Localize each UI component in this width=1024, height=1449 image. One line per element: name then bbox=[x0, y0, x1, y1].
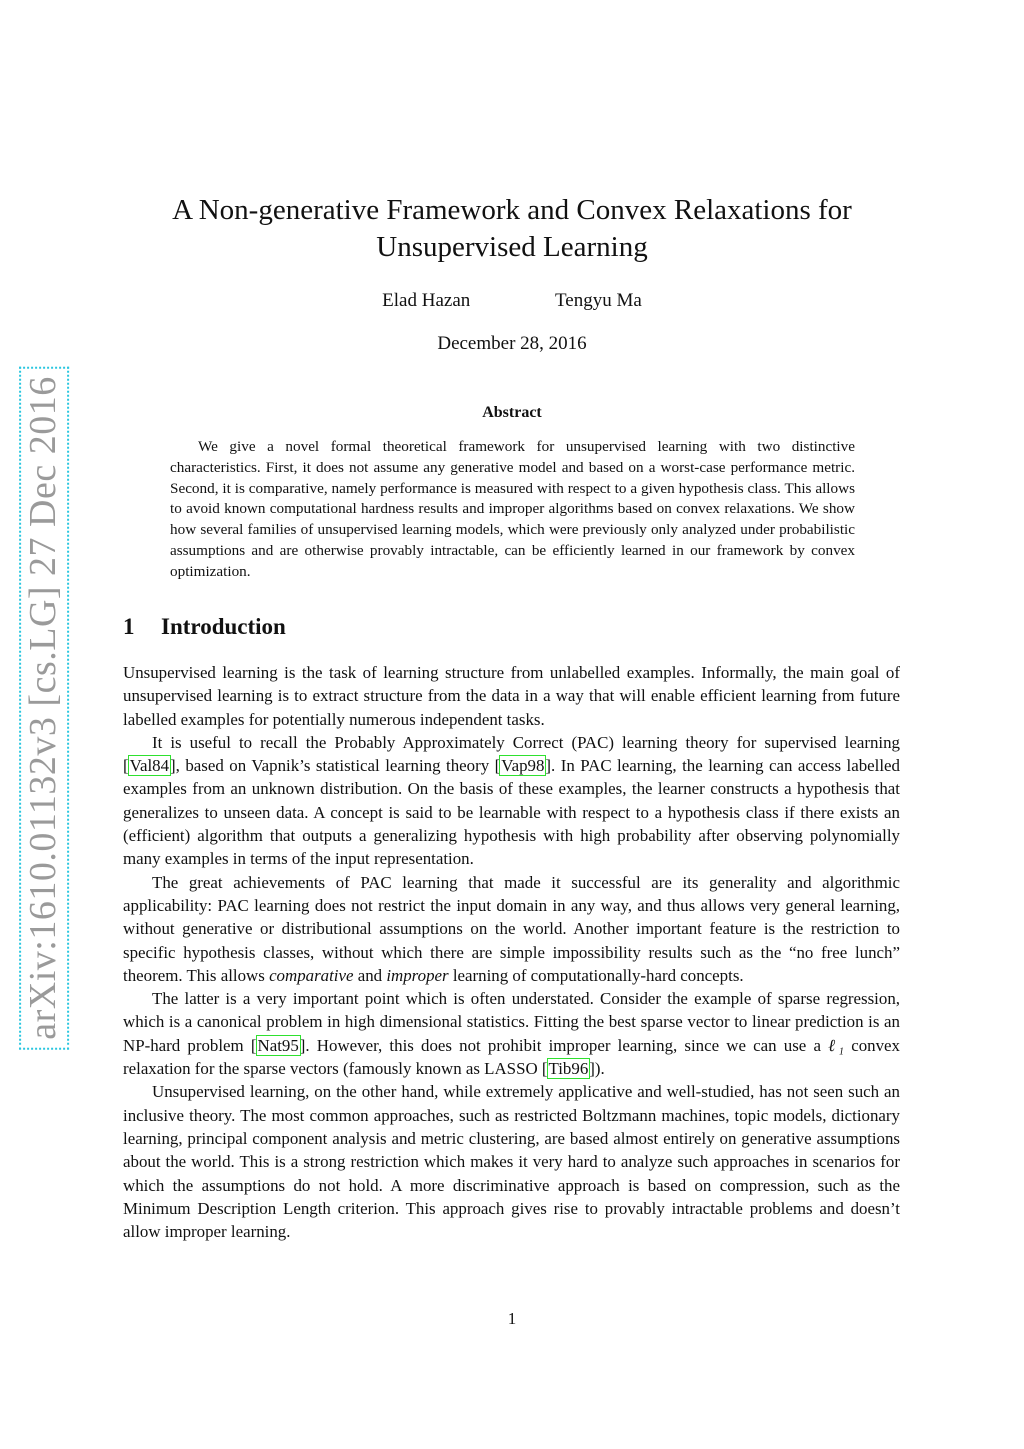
abstract-text: We give a novel formal theoretical framework for unsupervised learning with two distinctive characteristics. First, it does not assume any generative model and based on a worst-case performance metric. Second, it is comparative, namely performance is measured with respect to a given hypothesis class. This allows to avoid known computational hardness results and improper algorithms based on convex relaxations. We show how several families of unsupervised learning models, which were previously only analyzed under probabilistic assumptions and are otherwise provably intractable, can be efficiently learned in our framework by convex optimization. bbox=[170, 438, 855, 580]
page-number: 1 bbox=[507, 1309, 517, 1328]
text-run: ], based on Vapnik’s statistical learning theory [ bbox=[170, 756, 501, 776]
author-name: Tengyu Ma bbox=[555, 290, 642, 311]
section-number: 1 bbox=[123, 614, 135, 639]
text-run: ]). bbox=[589, 1059, 605, 1079]
citation-link[interactable]: Nat95 bbox=[257, 1035, 299, 1055]
paper-title: A Non-generative Framework and Convex Relaxations for Unsupervised Learning bbox=[172, 194, 852, 263]
body-text bbox=[123, 661, 900, 1243]
paragraph bbox=[123, 987, 900, 1080]
author-name: Elad Hazan bbox=[382, 290, 471, 311]
text-run: The great achievements of PAC learning that made it successful are its generality and algorithmic applicability: PAC learning does not restrict the input domain in any way, and thus allows very general learning, without generative or distributional assumptions on the world. Another important feature is the restriction to specific hypothesis classes, without which there are simple impossibility results such as the “no free lunch” theorem. This allows bbox=[123, 872, 900, 985]
text-run: convex relaxation for the sparse vectors (famously known as LASSO [ bbox=[123, 1035, 901, 1079]
arxiv-identifier-link[interactable]: arXiv:1610.01132v3 [cs.LG] 27 Dec 2016 bbox=[19, 366, 69, 1049]
text-run: It is useful to recall the Probably Approximately Correct (PAC) learning theory for supervised learning [ bbox=[123, 732, 900, 776]
citation-link[interactable]: Tib96 bbox=[548, 1059, 589, 1079]
text-run: and bbox=[353, 965, 387, 985]
citation-link[interactable]: Vap98 bbox=[501, 756, 545, 776]
author-list bbox=[0, 290, 1024, 312]
text-run: ]. However, this does not prohibit improper learning, since we can use a bbox=[299, 1035, 829, 1055]
paragraph bbox=[123, 871, 900, 987]
section-title: Introduction bbox=[161, 614, 286, 639]
math-symbol: ℓ₁ bbox=[828, 1035, 845, 1055]
text-run: ]. In PAC learning, the learning can access labelled examples from an unknown distribution. On the basis of these examples, the learner constructs a hypothesis that generalizes to unseen data. A concept is said to be learnable with respect to a hypothesis class if there exists an (efficient) algorithm that outputs a generalizing hypothesis with high probability after observing polynomially many examples in terms of the input representation. bbox=[123, 756, 900, 869]
paragraph: Unsupervised learning is the task of learning structure from unlabelled examples. Informally, the main goal of unsupervised learning is to extract structure from the data in a way that will enable efficient learning from future labelled examples for potentially numerous independent tasks. bbox=[123, 663, 900, 729]
emphasis-text: comparative bbox=[269, 965, 354, 985]
text-run: The latter is a very important point which is often understated. Consider the example of sparse regression, which is a canonical problem in high dimensional statistics. Fitting the best sparse vector to linear prediction is an NP-hard problem [ bbox=[123, 989, 900, 1055]
paper-date: December 28, 2016 bbox=[437, 333, 587, 354]
paragraph: Unsupervised learning, on the other hand, while extremely applicative and well-studied, has not seen such an inclusive theory. The most common approaches, such as restricted Boltzmann machines, topic models, dictionary learning, principal component analysis and metric clustering, are based almost entirely on generative assumptions about the world. This is a strong restriction which makes it very hard to analyze such approaches in scenarios for which the assumptions do not hold. A more discriminative approach is based on compression, such as the Minimum Description Length criterion. This approach gives rise to provably intractable problems and doesn’t allow improper learning. bbox=[123, 1082, 900, 1242]
section-heading bbox=[123, 614, 286, 640]
emphasis-text: improper bbox=[386, 965, 449, 985]
citation-link[interactable]: Val84 bbox=[129, 756, 170, 776]
text-run: learning of computationally-hard concepts. bbox=[448, 965, 744, 985]
abstract-heading: Abstract bbox=[482, 404, 542, 421]
paragraph bbox=[123, 731, 900, 871]
